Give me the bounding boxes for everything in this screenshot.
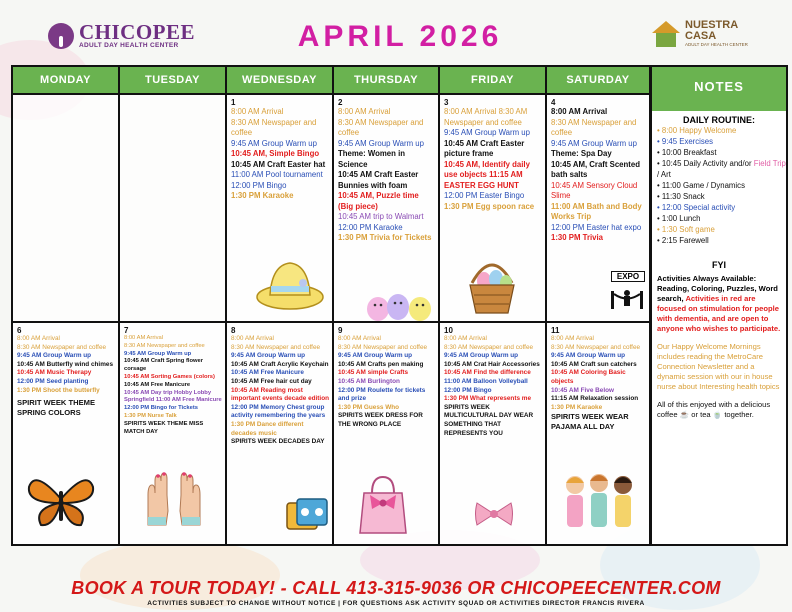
- event-line: 11:00 AM Bath and Body Works Trip: [551, 201, 642, 221]
- routine-item: • 11:30 Snack: [657, 192, 705, 201]
- routine-item: • 12:00 Special activity: [657, 203, 736, 212]
- event-line: SPIRIT WEEK THEME SPRING COLORS: [17, 398, 96, 418]
- event-line: 1:30 PM What represents me: [444, 395, 532, 403]
- day-header-thursday: THURSDAY: [334, 67, 440, 93]
- event-line: 1:30 PM Dance different decades music: [231, 420, 304, 437]
- fyi-title: FYI: [711, 260, 726, 270]
- event-line: 10:45 AM Free hair cut day: [231, 377, 312, 385]
- day-header-monday: MONDAY: [13, 67, 120, 93]
- event-line: 12:00 PM Karaoke: [338, 222, 403, 232]
- tree-icon: [48, 23, 74, 49]
- footer-disclaimer: ACTIVITIES SUBJECT TO CHANGE WITHOUT NOTICE | FOR QUESTIONS ASK ACTIVITY SQUAD OR ACTIVITIES DIRECTOR FRANCIS RIVERA: [147, 600, 645, 607]
- event-line: 8:00 AM Arrival: [124, 335, 163, 341]
- event-line: 1:30 PM Trivia: [551, 233, 604, 242]
- event-line: 10:45 AM Music Therapy: [17, 369, 92, 377]
- event-line: 12:00 PM Bingo: [444, 386, 492, 394]
- calendar-grid: [11, 65, 651, 546]
- event-line: 8:30 AM Newspaper and coffee: [17, 343, 107, 351]
- event-line: 8:00 AM Arrival: [444, 335, 487, 342]
- event-line: 8:00 AM Arrival: [231, 107, 284, 116]
- gift-bag-illustration: [354, 469, 412, 535]
- hair-bow-illustration: [474, 499, 514, 529]
- day-header-wednesday: WEDNESDAY: [227, 67, 334, 93]
- day-number: 11: [551, 326, 560, 335]
- event-line: 10:45 AM Find the difference: [444, 369, 531, 377]
- day-header-friday: FRIDAY: [440, 67, 547, 93]
- event-line: 12:00 PM Easter hat expo: [551, 222, 642, 232]
- event-line: 10:45 AM Reading most important events decade edition: [231, 386, 330, 403]
- notes-panel: [650, 65, 788, 546]
- calendar-cell-apr-7[interactable]: [120, 323, 227, 544]
- event-line: 10:45 AM, Identify daily use objects 11:15 AM EASTER EGG HUNT: [444, 159, 530, 190]
- event-line: 8:30 AM Newspaper and coffee: [231, 117, 317, 137]
- event-line: 10:45 AM Craft Acrylic Keychain: [231, 360, 329, 368]
- logo-right-name1: NUESTRA: [685, 19, 739, 31]
- expo-stanchion-illustration: [607, 285, 647, 311]
- event-line: 1:30 PM Karaoke: [231, 191, 294, 200]
- event-line: 12:00 PM Easter Bingo: [444, 191, 525, 200]
- event-line: 9:45 AM Group Warm up: [444, 352, 519, 360]
- day-number: 8: [231, 326, 236, 335]
- routine-item: • 8:00 Happy Welcome: [657, 126, 737, 135]
- nuestra-casa-logo[interactable]: [652, 20, 748, 47]
- event-line: 8:00 AM Arrival 8:30 AM Newspaper and coffee: [444, 107, 528, 127]
- day-header-saturday: SATURDAY: [547, 67, 649, 93]
- event-line: 10:45 AM, Puzzle time (Big piece): [338, 191, 419, 211]
- event-line: 10:45 AM Craft Easter hat: [231, 159, 326, 169]
- event-line: 9:45 AM Group Warm up: [124, 350, 192, 357]
- event-line: 1:30 PM Trivia for Tickets: [338, 233, 432, 242]
- day-number: 2: [338, 98, 343, 107]
- header: [0, 0, 792, 66]
- event-line: SPIRITS WEEK WEAR PAJAMA ALL DAY: [551, 412, 629, 431]
- calendar-cell-empty: [13, 93, 120, 323]
- event-line: 8:30 AM Newspaper and coffee: [124, 342, 205, 349]
- event-line: 9:45 AM Group Warm up: [551, 352, 626, 360]
- event-line: 8:30 AM Newspaper and coffee: [444, 343, 534, 351]
- event-line: 9:45 AM Group Warm up: [338, 352, 413, 360]
- peeps-candy-illustration: [364, 285, 436, 321]
- event-line: SPIRITS WEEK MULTICULTURAL DAY WEAR SOMETHING THAT REPRESENTS YOU: [444, 403, 534, 437]
- event-line: 9:45 AM Group Warm up: [231, 352, 306, 360]
- event-line: 10:45 AM Burlington: [338, 377, 400, 385]
- calendar-cell-empty: [120, 93, 227, 323]
- event-line: SPIRITS WEEK DECADES DAY: [231, 438, 325, 446]
- event-line: 1:30 PM Guess Who: [338, 403, 400, 411]
- manicure-hands-illustration: [142, 471, 206, 527]
- event-line: 12:00 PM Bingo for Tickets: [124, 405, 198, 412]
- calendar-cell-apr-11[interactable]: [547, 323, 649, 544]
- calendar-cell-apr-1[interactable]: [227, 93, 334, 323]
- event-line: SPIRITS WEEK DRESS FOR THE WRONG PLACE: [338, 412, 423, 428]
- event-line: 9:45 AM Group Warm up: [231, 138, 317, 148]
- butterfly-illustration: [25, 469, 97, 531]
- day-number: 9: [338, 326, 343, 335]
- day-number: 7: [124, 326, 129, 335]
- expo-sign: EXPO: [611, 271, 645, 282]
- calendar-cell-apr-3[interactable]: [440, 93, 547, 323]
- event-line: 8:30 AM Newspaper and coffee: [338, 343, 428, 351]
- easter-basket-illustration: [462, 253, 522, 317]
- routine-item: • 2:15 Farewell: [657, 236, 709, 245]
- mornings-text: Our Happy Welcome Mornings includes reading the MetroCare Connection Newsletter and a dynamic session with our in house nurse about Interesting health topics: [657, 342, 780, 391]
- fyi-text: Activities Always Available: Reading, Coloring, Puzzles, Word search, Activities in red are focused on stimulation for people with dementia, and are open to anyone who wishes to participate.: [657, 274, 781, 333]
- event-line: 10:45 AM Day trip Hobby Lobby Springfield 11:00 AM Free Manicure: [124, 389, 222, 404]
- event-line: SPIRITS WEEK THEME MISS MATCH DAY: [124, 420, 204, 435]
- event-line: 1:30 PM Egg spoon race: [444, 201, 535, 211]
- routine-item: • 10:45 Daily Activity and/or Field Trip / Art: [657, 159, 786, 179]
- event-line: 10:45 AM, Craft Scented bath salts: [551, 159, 640, 179]
- event-line: 9:45 AM Group Warm up: [17, 352, 92, 360]
- event-line: 8:00 AM Arrival: [17, 335, 60, 342]
- event-line: 8:00 AM Arrival: [551, 335, 594, 342]
- event-line: 9:45 AM Group Warm up: [338, 138, 424, 148]
- event-line: 10:45 AM Free Manicure: [124, 381, 191, 388]
- routine-item: • 11:00 Game / Dynamics: [657, 181, 745, 190]
- daily-routine-title: DAILY ROUTINE:: [682, 115, 755, 125]
- event-line: 12:00 PM Bingo: [231, 180, 287, 190]
- event-line: 10:45 AM, Simple Bingo: [231, 149, 320, 158]
- event-line: 10:45 AM Crat Hair Accessories: [444, 360, 540, 368]
- routine-item: • 10:00 Breakfast: [657, 148, 717, 157]
- calendar-cell-apr-2[interactable]: [334, 93, 440, 323]
- calendar-cell-apr-6[interactable]: [13, 323, 120, 544]
- event-line: 10:45 AM Craft Easter picture frame: [444, 138, 525, 158]
- event-line: 11:00 AM Pool tournament: [231, 170, 323, 179]
- event-line: Theme: Women in Science: [338, 149, 406, 169]
- event-line: 8:00 AM Arrival: [338, 107, 391, 116]
- event-line: 10:45 AM Craft Easter Bunnies with foam: [338, 170, 419, 190]
- routine-item: • 9:45 Exercises: [657, 137, 714, 146]
- event-line: 10:45 AM Craft Spring flower corsage: [124, 358, 204, 373]
- event-line: 8:00 AM Arrival: [551, 107, 608, 116]
- event-line: 1:30 PM Nurse Talk: [124, 412, 177, 419]
- calendar-cell-apr-10[interactable]: [440, 323, 547, 544]
- routine-item: • 1:00 Lunch: [657, 214, 701, 223]
- event-line: 8:30 AM Newspaper and coffee: [338, 117, 424, 137]
- logo-left-name: CHICOPEE: [79, 20, 196, 44]
- routine-item: • 1:30 Soft game: [657, 225, 715, 234]
- footer-call-to-action[interactable]: BOOK A TOUR TODAY! - CALL 413-315-9036 OR CHICOPEECENTER.COM: [71, 578, 721, 598]
- event-line: 8:30 AM Newspaper and coffee: [551, 117, 637, 137]
- event-line: Theme: Spa Day: [551, 149, 612, 158]
- logo-right-sub: ADULT DAY HEALTH CENTER: [685, 42, 748, 47]
- event-line: 12:00 PM Roulette for tickets and prize: [338, 386, 426, 403]
- event-line: 10:45 AM Five Below: [551, 386, 614, 394]
- event-line: 11:00 AM Balloon Volleyball: [444, 377, 528, 385]
- event-line: 12:00 PM Memory Chest group activity remembering the years: [231, 403, 326, 420]
- event-line: 8:30 AM Newspaper and coffee: [231, 343, 321, 351]
- event-line: 1:30 PM Karaoke: [551, 403, 603, 411]
- event-line: 8:00 AM Arrival: [231, 335, 274, 342]
- event-line: 10:45 AM Sensory Cloud Slime: [551, 180, 638, 200]
- day-number: 6: [17, 326, 22, 335]
- event-line: 10:45 AM Craft sun catchers: [551, 360, 637, 368]
- event-line: 8:00 AM Arrival: [338, 335, 381, 342]
- event-line: 10:45 AM Sorting Games (colors): [124, 373, 215, 380]
- event-line: 10:45 AM Free Manicure: [231, 369, 304, 377]
- notes-title: NOTES: [652, 67, 786, 111]
- event-line: 9:45 AM Group Warm up: [444, 128, 530, 137]
- event-line: 10:45 AM Butterfly wind chimes: [17, 360, 113, 368]
- calendar-cell-apr-9[interactable]: [334, 323, 440, 544]
- day-number: 3: [444, 98, 449, 107]
- day-number: 4: [551, 98, 556, 107]
- pajama-kids-illustration: [559, 471, 639, 531]
- house-icon: [652, 21, 680, 47]
- page-title: APRIL 2026: [297, 20, 503, 53]
- day-number: 1: [231, 98, 236, 107]
- event-line: 9:45 AM Group Warm up: [551, 138, 637, 148]
- event-line: 8:30 AM Newspaper and coffee: [551, 343, 641, 351]
- event-line: 12:00 PM Seed planting: [17, 377, 89, 385]
- event-line: 1:30 PM Shoot the butterfly: [17, 386, 100, 394]
- event-line: 11:15 AM Relaxation session: [551, 395, 639, 403]
- event-line: 10:45 AM Coloring Basic objects: [551, 369, 626, 385]
- event-line: 10:45 AM Crafts pen making: [338, 360, 424, 368]
- coffee-text: All of this enjoyed with a delicious coffee ☕ or tea 🍵 together.: [657, 400, 771, 419]
- retro-cassette-illustration: [285, 497, 329, 533]
- chicopee-logo[interactable]: [48, 22, 195, 49]
- day-number: 10: [444, 326, 453, 335]
- event-line: 10:45 AM simple Crafts: [338, 369, 409, 377]
- calendar-cell-apr-8[interactable]: [227, 323, 334, 544]
- logo-right-name2: CASA: [685, 30, 717, 42]
- event-line: 10:45 AM trip to Walmart: [338, 212, 424, 221]
- easter-hat-illustration: [255, 253, 325, 313]
- logo-left-sub: ADULT DAY HEALTH CENTER: [79, 42, 179, 49]
- day-header-tuesday: TUESDAY: [120, 67, 227, 93]
- calendar-cell-apr-4[interactable]: [547, 93, 649, 323]
